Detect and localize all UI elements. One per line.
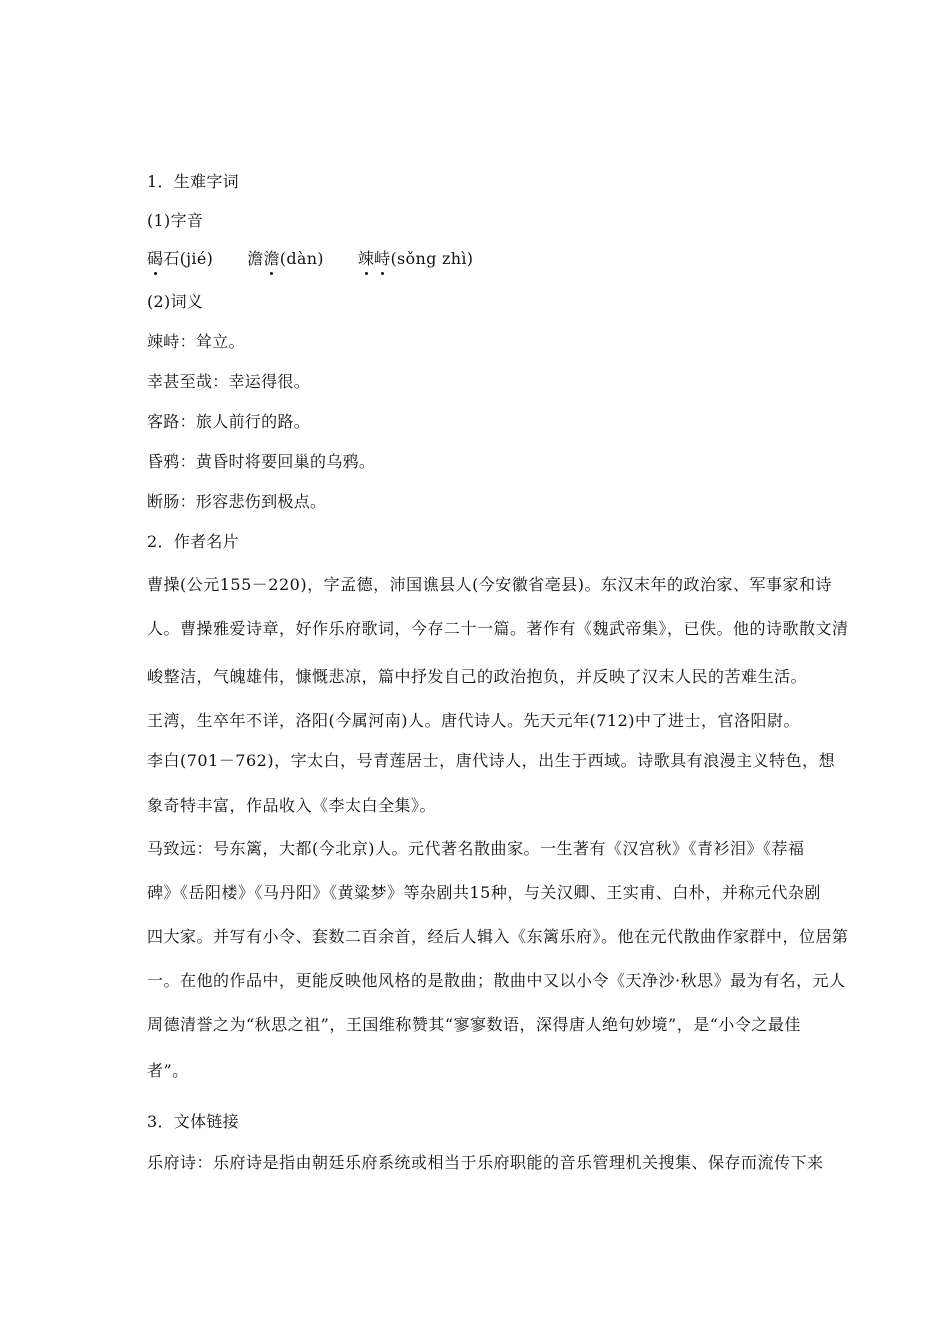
- paragraph-line: 象奇特丰富，作品收入《李太白全集》。: [147, 796, 437, 815]
- pinyin: (jié): [179, 249, 214, 268]
- definition-item: 昏鸦：黄昏时将要回巢的乌鸦。: [147, 452, 376, 471]
- paragraph-line: 李白(701－762)，字太白，号青莲居士，唐代诗人，出生于西域。诗歌具有浪漫主义特色，想: [147, 751, 836, 770]
- pronunciation-item: [247, 249, 324, 268]
- emphasis-char: 碣: [147, 249, 164, 268]
- paragraph-line: 乐府诗：乐府诗是指由朝廷乐府系统或相当于乐府职能的音乐管理机关搜集、保存而流传下来: [147, 1153, 824, 1172]
- subheading-pronunciation: (1)字音: [147, 211, 204, 230]
- paragraph-line: 马致远：号东篱，大都(今北京)人。元代著名散曲家。一生著有《汉宫秋》《青衫泪》《荐福: [147, 839, 805, 858]
- pronunciation-item: [147, 249, 213, 268]
- paragraph-line: 人。曹操雅爱诗章，好作乐府歌词，今存二十一篇。著作有《魏武帝集》，已佚。他的诗歌散文清: [147, 619, 849, 638]
- paragraph-line: 四大家。并写有小令、套数二百余首，经后人辑入《东篱乐府》。他在元代散曲作家群中，位居第: [147, 927, 849, 946]
- definition-item: 幸甚至哉：幸运得很。: [147, 372, 311, 391]
- plain-char: 石: [163, 249, 180, 268]
- pinyin: (dàn): [279, 249, 324, 268]
- paragraph-line: 碑》《岳阳楼》《马丹阳》《黄粱梦》等杂剧共15种，与关汉卿、王实甫、白朴，并称元代杂剧: [147, 883, 821, 902]
- paragraph-line: 周德清誉之为“秋思之祖”，王国维称赞其“寥寥数语，深得唐人绝句妙境”，是“小令之最佳: [147, 1015, 801, 1034]
- subheading-meaning: (2)词义: [147, 292, 204, 311]
- pronunciation-list: [147, 249, 473, 269]
- emphasis-char: 澹: [263, 249, 280, 268]
- emphasis-char: 峙: [374, 249, 391, 268]
- paragraph-line: 者”。: [147, 1061, 189, 1080]
- definition-item: 客路：旅人前行的路。: [147, 412, 311, 431]
- emphasis-char: 竦: [357, 249, 375, 268]
- paragraph-line: 曹操(公元155－220)，字孟德，沛国谯县人(今安徽省亳县)。东汉末年的政治家、军事家和诗: [147, 575, 833, 594]
- paragraph-line: 一。在他的作品中，更能反映他风格的是散曲；散曲中又以小令《天净沙·秋思》最为有名，元人: [147, 971, 846, 990]
- section-heading-genre: 3．文体链接: [147, 1112, 239, 1131]
- pronunciation-item: [358, 249, 473, 268]
- definition-item: 竦峙：耸立。: [147, 332, 245, 351]
- pinyin: (sǒng zhì): [390, 249, 474, 268]
- paragraph-line: 峻整洁，气魄雄伟，慷慨悲凉，篇中抒发自己的政治抱负，并反映了汉末人民的苦难生活。: [147, 667, 808, 686]
- section-heading-author: 2．作者名片: [147, 532, 239, 551]
- section-heading-vocabulary: 1．生难字词: [147, 172, 239, 191]
- paragraph-line: 王湾，生卒年不详，洛阳(今属河南)人。唐代诗人。先天元年(712)中了进士，官洛阳尉。: [147, 711, 801, 730]
- definition-item: 断肠：形容悲伤到极点。: [147, 492, 327, 511]
- plain-char: 澹: [247, 249, 264, 268]
